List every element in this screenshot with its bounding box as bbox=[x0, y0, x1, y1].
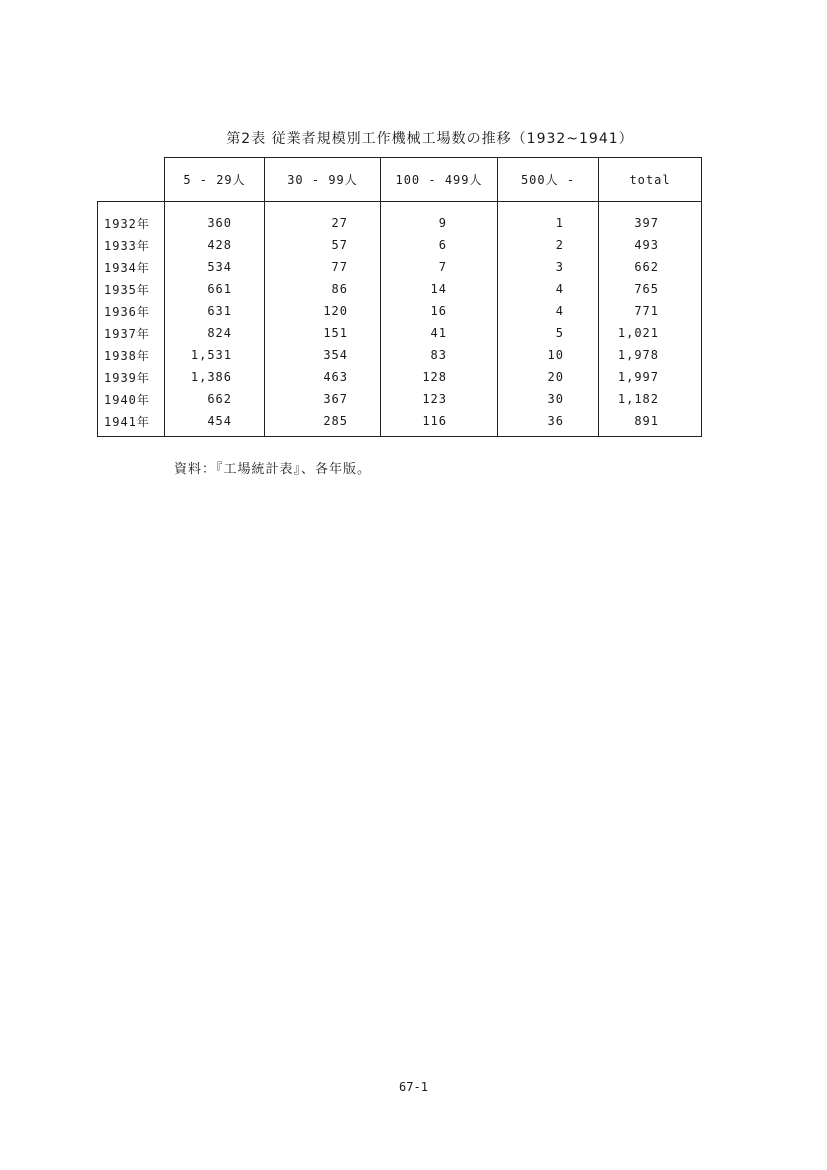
cell-total: 1,997 bbox=[599, 366, 702, 388]
header-30-99: 30 - 99人 bbox=[265, 158, 381, 202]
cell-30-99: 27 bbox=[265, 202, 381, 235]
cell-5-29: 534 bbox=[165, 256, 265, 278]
cell-500-plus: 2 bbox=[498, 234, 599, 256]
cell-30-99: 151 bbox=[265, 322, 381, 344]
table-row bbox=[98, 202, 702, 235]
cell-100-499: 9 bbox=[381, 202, 498, 235]
table-row bbox=[98, 322, 702, 344]
cell-30-99: 57 bbox=[265, 234, 381, 256]
factory-count-table bbox=[97, 157, 702, 437]
cell-100-499: 16 bbox=[381, 300, 498, 322]
year-cell: 1936年 bbox=[98, 300, 165, 322]
cell-5-29: 631 bbox=[165, 300, 265, 322]
year-cell: 1932年 bbox=[98, 202, 165, 235]
cell-100-499: 7 bbox=[381, 256, 498, 278]
cell-total: 771 bbox=[599, 300, 702, 322]
cell-100-499: 83 bbox=[381, 344, 498, 366]
cell-30-99: 463 bbox=[265, 366, 381, 388]
cell-500-plus: 1 bbox=[498, 202, 599, 235]
year-cell: 1937年 bbox=[98, 322, 165, 344]
table-row bbox=[98, 388, 702, 410]
cell-500-plus: 10 bbox=[498, 344, 599, 366]
cell-100-499: 116 bbox=[381, 410, 498, 437]
year-cell: 1933年 bbox=[98, 234, 165, 256]
cell-total: 1,978 bbox=[599, 344, 702, 366]
table-row bbox=[98, 278, 702, 300]
cell-500-plus: 20 bbox=[498, 366, 599, 388]
cell-500-plus: 36 bbox=[498, 410, 599, 437]
cell-100-499: 128 bbox=[381, 366, 498, 388]
source-note: 資料：『工場統計表』、各年版。 bbox=[174, 462, 372, 477]
cell-total: 662 bbox=[599, 256, 702, 278]
cell-total: 765 bbox=[599, 278, 702, 300]
table-row bbox=[98, 234, 702, 256]
table-row bbox=[98, 410, 702, 437]
cell-5-29: 824 bbox=[165, 322, 265, 344]
cell-30-99: 120 bbox=[265, 300, 381, 322]
table-row bbox=[98, 256, 702, 278]
table-title: 第2表 従業者規模別工作機械工場数の推移（1932~1941） bbox=[226, 131, 634, 147]
year-cell: 1939年 bbox=[98, 366, 165, 388]
cell-100-499: 14 bbox=[381, 278, 498, 300]
cell-total: 397 bbox=[599, 202, 702, 235]
header-100-499: 100 - 499人 bbox=[381, 158, 498, 202]
cell-500-plus: 4 bbox=[498, 278, 599, 300]
cell-100-499: 41 bbox=[381, 322, 498, 344]
cell-total: 493 bbox=[599, 234, 702, 256]
table-row bbox=[98, 300, 702, 322]
year-cell: 1934年 bbox=[98, 256, 165, 278]
cell-100-499: 123 bbox=[381, 388, 498, 410]
header-500-plus: 500人 - bbox=[498, 158, 599, 202]
cell-5-29: 662 bbox=[165, 388, 265, 410]
cell-5-29: 360 bbox=[165, 202, 265, 235]
page-number: 67-1 bbox=[399, 1080, 428, 1094]
cell-30-99: 77 bbox=[265, 256, 381, 278]
cell-30-99: 367 bbox=[265, 388, 381, 410]
cell-30-99: 285 bbox=[265, 410, 381, 437]
cell-total: 891 bbox=[599, 410, 702, 437]
table-row bbox=[98, 344, 702, 366]
header-corner bbox=[98, 158, 165, 202]
cell-500-plus: 4 bbox=[498, 300, 599, 322]
table-row bbox=[98, 366, 702, 388]
cell-500-plus: 3 bbox=[498, 256, 599, 278]
cell-500-plus: 5 bbox=[498, 322, 599, 344]
year-cell: 1941年 bbox=[98, 410, 165, 437]
cell-total: 1,021 bbox=[599, 322, 702, 344]
header-total: total bbox=[599, 158, 702, 202]
cell-30-99: 354 bbox=[265, 344, 381, 366]
header-row bbox=[98, 158, 702, 202]
year-cell: 1935年 bbox=[98, 278, 165, 300]
header-5-29: 5 - 29人 bbox=[165, 158, 265, 202]
year-cell: 1938年 bbox=[98, 344, 165, 366]
cell-5-29: 1,531 bbox=[165, 344, 265, 366]
year-cell: 1940年 bbox=[98, 388, 165, 410]
cell-5-29: 661 bbox=[165, 278, 265, 300]
cell-30-99: 86 bbox=[265, 278, 381, 300]
cell-total: 1,182 bbox=[599, 388, 702, 410]
cell-5-29: 454 bbox=[165, 410, 265, 437]
cell-5-29: 1,386 bbox=[165, 366, 265, 388]
cell-5-29: 428 bbox=[165, 234, 265, 256]
cell-100-499: 6 bbox=[381, 234, 498, 256]
cell-500-plus: 30 bbox=[498, 388, 599, 410]
